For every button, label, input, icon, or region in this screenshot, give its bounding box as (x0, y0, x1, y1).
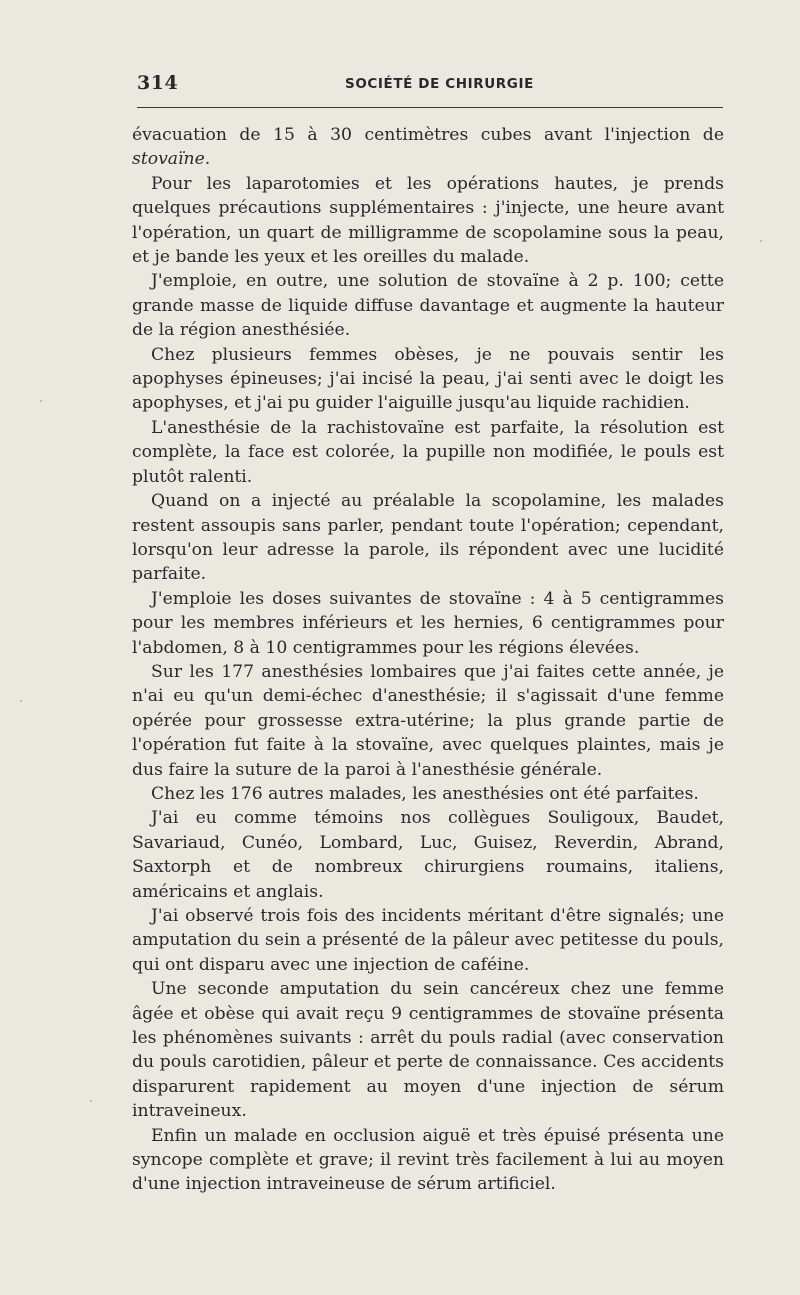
paragraph-13: Enfin un malade en occlusion aiguë et très épuisé présenta une syncope complète et grave; il revint très facilement à lui au moyen d'une injection intraveineuse de sérum artificiel. (132, 1125, 724, 1195)
paper-speck (90, 1100, 92, 1102)
body-text (132, 123, 724, 1197)
paragraph-4: Chez plusieurs femmes obèses, je ne pouvais sentir les apophyses épineuses; j'ai incisé la peau, j'ai senti avec le doigt les apophyses, et j'ai pu guider l'aiguille jusqu'au liquide rachidien. (132, 344, 724, 414)
page-header (137, 72, 722, 96)
paragraph-1-italic: stovaïne. (132, 149, 211, 170)
paragraph-10: J'ai eu comme témoins nos collègues Souligoux, Baudet, Savariaud, Cunéo, Lombard, Luc, Guisez, Reverdin, Abrand, Saxtorph et de nombreux chirurgiens roumains, italiens, américains et anglais. (132, 808, 724, 902)
paragraph-6: Quand on a injecté au préalable la scopolamine, les malades restent assoupis sans parler, pendant toute l'opération; cependant, lorsqu'on leur adresse la parole, ils répondent avec une lucidité parfaite. (132, 491, 724, 585)
paper-speck (40, 400, 42, 402)
header-rule (137, 107, 723, 108)
page-number: 314 (137, 72, 179, 94)
paragraph-1 (132, 123, 724, 172)
paragraph-2: Pour les laparotomies et les opérations hautes, je prends quelques précautions supplémentaires : j'injecte, une heure avant l'opération, un quart de milligramme de scopolamine sous la peau, et je bande les yeux et les oreilles du malade. (132, 173, 724, 268)
paragraph-9: Chez les 176 autres malades, les anesthésies ont été parfaites. (151, 783, 699, 804)
paragraph-12: Une seconde amputation du sein cancéreux chez une femme âgée et obèse qui avait reçu 9 centigrammes de stovaïne présenta les phénomènes suivants : arrêt du pouls radial (avec conservation du pouls carotidien, pâleur et perte de connaissance. Ces accidents disparurent rapidement au moyen d'une injection de sérum intraveineux. (132, 979, 724, 1122)
paragraph-3: J'emploie, en outre, une solution de stovaïne à 2 p. 100; cette grande masse de liquide diffuse davantage et augmente la hauteur de la région anesthésiée. (132, 271, 724, 341)
paragraph-7: J'emploie les doses suivantes de stovaïne : 4 à 5 centigrammes pour les membres inférieurs et les hernies, 6 centigrammes pour l'abdomen, 8 à 10 centigrammes pour les régions élevées. (132, 588, 724, 658)
paper-speck (760, 240, 762, 242)
paragraph-11: J'ai observé trois fois des incidents méritant d'être signalés; une amputation du sein a présenté de la pâleur avec petitesse du pouls, qui ont disparu avec une injection de caféine. (132, 906, 724, 975)
paragraph-8: Sur les 177 anesthésies lombaires que j'ai faites cette année, je n'ai eu qu'un demi-échec d'anesthésie; il s'agissait d'une femme opérée pour grossesse extra-utérine; la plus grande partie de l'opération fut faite à la stovaïne, avec quelques plaintes, mais je dus faire la suture de la paroi à l'anesthésie générale. (132, 661, 724, 780)
paragraph-1-text: évacuation de 15 à 30 centimètres cubes avant l'injection de (132, 125, 724, 145)
paragraph-5: L'anesthésie de la rachistovaïne est parfaite, la résolution est complète, la face est colorée, la pupille non modifiée, le pouls est plutôt ralenti. (132, 417, 724, 487)
running-head: SOCIÉTÉ DE CHIRURGIE (345, 76, 534, 92)
paper-speck (20, 700, 22, 702)
